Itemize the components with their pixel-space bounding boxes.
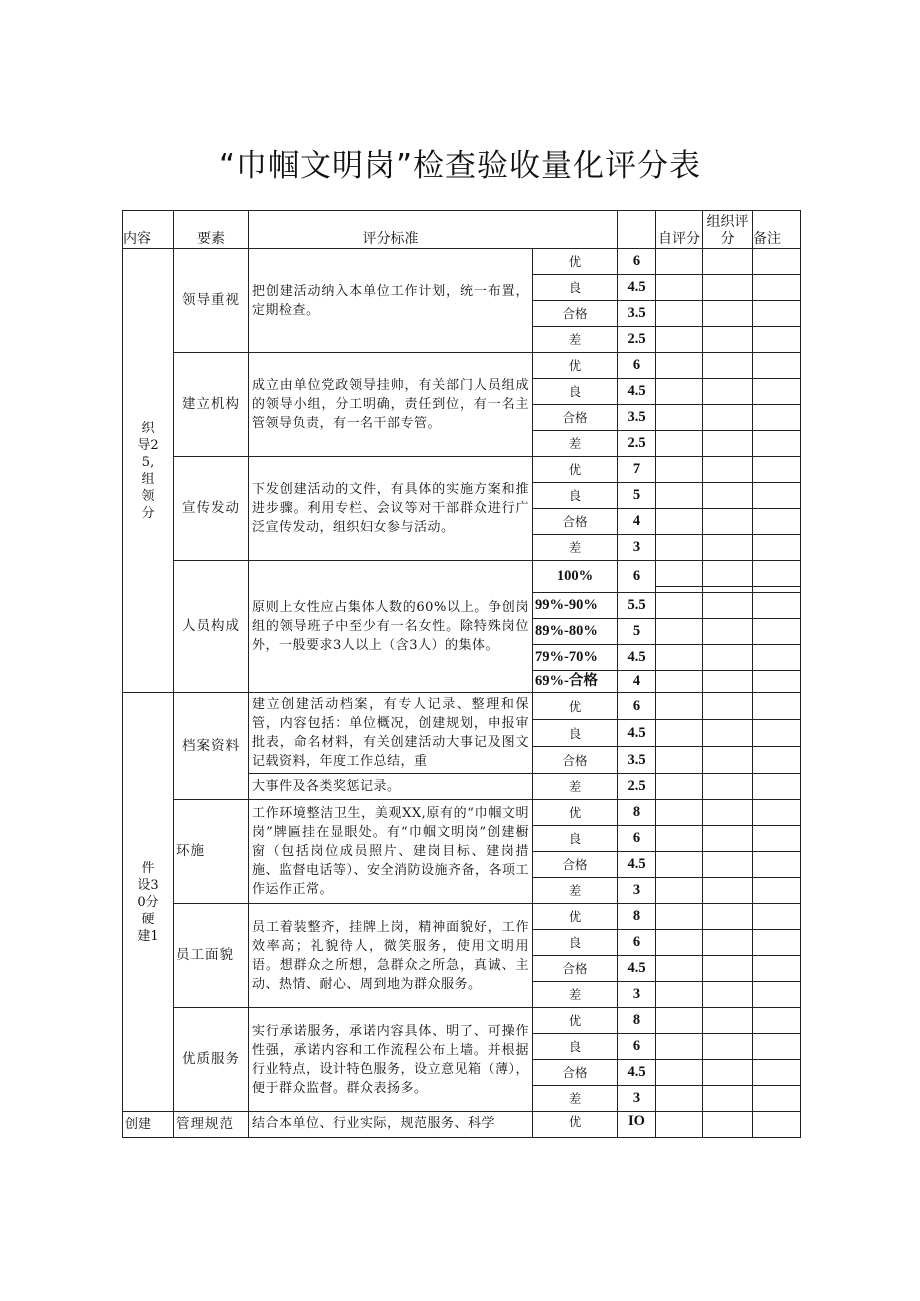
element-cell: 档案资料 [174, 693, 249, 800]
header-criteria: 评分标准 [249, 211, 618, 249]
criteria-cell: 把创建活动纳入本单位工作计划，统一布置，定期检查。 [249, 249, 533, 353]
remark-input[interactable] [753, 826, 801, 852]
element-cell: 宣传发动 [174, 457, 249, 561]
element-cell: 人员构成 [174, 561, 249, 693]
org-score-input[interactable] [703, 593, 753, 619]
org-score-input[interactable] [703, 1112, 753, 1138]
org-score-input[interactable] [703, 457, 753, 483]
org-score-input[interactable] [703, 379, 753, 405]
self-score-input[interactable] [656, 431, 703, 457]
grade-cell: 79%-70% [533, 645, 618, 671]
score-cell: 4.5 [618, 379, 656, 405]
remark-input[interactable] [753, 747, 801, 774]
score-cell: 4.5 [618, 852, 656, 878]
criteria-cell: 员工着装整齐，挂牌上岗，精神面貌好，工作效率高；礼貌待人，微笑服务，使用文明用语。想群众之所想，急群众之所急，真诚、主动、热情、耐心、周到地为群众服务。 [249, 904, 533, 1008]
score-cell: 4.5 [618, 720, 656, 747]
element-cell: 建立机构 [174, 353, 249, 457]
table-row [123, 561, 801, 587]
scoring-table [122, 210, 801, 1138]
score-cell: 4 [618, 671, 656, 693]
remark-input[interactable] [753, 483, 801, 509]
self-score-input[interactable] [656, 1086, 703, 1112]
remark-input[interactable] [753, 535, 801, 561]
grade-cell: 100% [533, 561, 618, 593]
org-score-input[interactable] [703, 956, 753, 982]
org-score-input[interactable] [703, 878, 753, 904]
org-score-input[interactable] [703, 483, 753, 509]
grade-cell: 良 [533, 1034, 618, 1060]
org-score-input[interactable] [703, 852, 753, 878]
category-label: 创建 [123, 1112, 174, 1138]
grade-cell: 69%-合格 [533, 671, 618, 693]
score-cell: 6 [618, 1034, 656, 1060]
table-row [123, 693, 801, 720]
remark-input[interactable] [753, 457, 801, 483]
org-score-input[interactable] [703, 774, 753, 800]
self-score-input[interactable] [656, 800, 703, 826]
org-score-input[interactable] [703, 826, 753, 852]
self-score-input[interactable] [656, 774, 703, 800]
org-score-input[interactable] [703, 249, 753, 275]
org-score-input[interactable] [703, 327, 753, 353]
score-cell: 8 [618, 1008, 656, 1034]
org-score-input[interactable] [703, 720, 753, 747]
table-row [123, 1008, 801, 1034]
remark-input[interactable] [753, 956, 801, 982]
score-cell: 3 [618, 878, 656, 904]
remark-input[interactable] [753, 405, 801, 431]
org-score-input[interactable] [703, 535, 753, 561]
self-score-input[interactable] [656, 982, 703, 1008]
remark-input[interactable] [753, 982, 801, 1008]
score-cell: 4 [618, 509, 656, 535]
score-cell: 3 [618, 1086, 656, 1112]
score-cell: 4.5 [618, 956, 656, 982]
self-score-input[interactable] [656, 956, 703, 982]
element-cell: 管理规范 [174, 1112, 249, 1138]
score-cell: 6 [618, 561, 656, 593]
header-remark: 备注 [753, 211, 801, 249]
self-score-input[interactable] [656, 1112, 703, 1138]
score-cell: 3 [618, 535, 656, 561]
org-score-input[interactable] [703, 353, 753, 379]
criteria-cell: 原则上女性应占集体人数的60%以上。争创岗组的领导班子中至少有一名女性。除特殊岗位外，一般要求3人以上（含3人）的集体。 [249, 561, 533, 693]
document-title: “巾帼文明岗”检查验收量化评分表 [218, 148, 702, 184]
self-score-input[interactable] [656, 1008, 703, 1034]
self-score-input[interactable] [656, 720, 703, 747]
element-cell: 环施 [174, 800, 249, 904]
header-element: 要素 [174, 211, 249, 249]
grade-cell: 合格 [533, 852, 618, 878]
self-score-input[interactable] [656, 878, 703, 904]
org-score-input[interactable] [703, 405, 753, 431]
grade-cell: 合格 [533, 1060, 618, 1086]
grade-cell: 99%-90% [533, 593, 618, 619]
element-cell: 员工面貌 [174, 904, 249, 1008]
grade-cell: 优 [533, 353, 618, 379]
self-score-input[interactable] [656, 826, 703, 852]
remark-input[interactable] [753, 1034, 801, 1060]
self-score-input[interactable] [656, 327, 703, 353]
self-score-input[interactable] [656, 483, 703, 509]
grade-cell: 合格 [533, 301, 618, 327]
remark-input[interactable] [753, 353, 801, 379]
self-score-input[interactable] [656, 619, 703, 645]
score-cell: 6 [618, 930, 656, 956]
score-cell: 4.5 [618, 1060, 656, 1086]
score-cell: 6 [618, 693, 656, 720]
score-cell: 3.5 [618, 405, 656, 431]
self-score-input[interactable] [656, 275, 703, 301]
self-score-input[interactable] [656, 671, 703, 693]
remark-input[interactable] [753, 800, 801, 826]
table-row [123, 457, 801, 483]
criteria-cell: 实行承诺服务，承诺内容具体、明了、可操作性强，承诺内容和工作流程公布上墙。并根据行业特点，设计特色服务，设立意见箱（薄），便于群众监督。群众表扬多。 [249, 1008, 533, 1112]
score-cell: 2.5 [618, 327, 656, 353]
org-score-input[interactable] [703, 561, 753, 587]
org-score-input[interactable] [703, 800, 753, 826]
org-score-input[interactable] [703, 1034, 753, 1060]
remark-input[interactable] [753, 1008, 801, 1034]
self-score-input[interactable] [656, 1034, 703, 1060]
self-score-input[interactable] [656, 353, 703, 379]
grade-cell: 良 [533, 275, 618, 301]
self-score-input[interactable] [656, 509, 703, 535]
org-score-input[interactable] [703, 982, 753, 1008]
self-score-input[interactable] [656, 930, 703, 956]
self-score-input[interactable] [656, 747, 703, 774]
org-score-input[interactable] [703, 275, 753, 301]
org-score-input[interactable] [703, 301, 753, 327]
org-score-input[interactable] [703, 1086, 753, 1112]
grade-cell: 差 [533, 774, 618, 800]
org-score-input[interactable] [703, 693, 753, 720]
grade-cell: 差 [533, 878, 618, 904]
table-row [123, 904, 801, 930]
grade-cell: 良 [533, 379, 618, 405]
self-score-input[interactable] [656, 561, 703, 587]
remark-input[interactable] [753, 509, 801, 535]
remark-input[interactable] [753, 431, 801, 457]
criteria-cell: 下发创建活动的文件，有具体的实施方案和推进步骤。利用专栏、会议等对干部群众进行广泛宣传发动，组织妇女参与活动。 [249, 457, 533, 561]
grade-cell: 优 [533, 457, 618, 483]
header-row [123, 211, 801, 249]
self-score-input[interactable] [656, 379, 703, 405]
grade-cell: 良 [533, 826, 618, 852]
score-cell: 3 [618, 982, 656, 1008]
criteria-cell: 大事件及各类奖惩记录。 [249, 774, 533, 800]
category-cell [123, 693, 174, 1112]
score-cell: 2.5 [618, 431, 656, 457]
self-score-input[interactable] [656, 535, 703, 561]
org-score-input[interactable] [703, 509, 753, 535]
score-cell: 5.5 [618, 593, 656, 619]
grade-cell: 优 [533, 904, 618, 930]
org-score-input[interactable] [703, 671, 753, 693]
score-cell: 3.5 [618, 747, 656, 774]
self-score-input[interactable] [656, 593, 703, 619]
self-score-input[interactable] [656, 904, 703, 930]
score-cell: 4.5 [618, 275, 656, 301]
remark-input[interactable] [753, 720, 801, 747]
self-score-input[interactable] [656, 645, 703, 671]
score-cell: 6 [618, 249, 656, 275]
remark-input[interactable] [753, 645, 801, 671]
header-self-score: 自评分 [656, 211, 703, 249]
criteria-cell: 工作环境整洁卫生，美观XX,原有的“巾帼文明岗”牌匾挂在显眼处。有“巾帼文明岗”创建橱窗（包括岗位成员照片、建岗目标、建岗措施、监督电话等）、安全消防设施齐备，各项工作运作正常。 [249, 800, 533, 904]
self-score-input[interactable] [656, 249, 703, 275]
remark-input[interactable] [753, 327, 801, 353]
remark-input[interactable] [753, 904, 801, 930]
self-score-input[interactable] [656, 457, 703, 483]
score-cell: 6 [618, 826, 656, 852]
grade-cell: 优 [533, 1008, 618, 1034]
score-cell: 5 [618, 619, 656, 645]
grade-cell: 差 [533, 1086, 618, 1112]
grade-cell: 合格 [533, 509, 618, 535]
org-score-input[interactable] [703, 904, 753, 930]
remark-input[interactable] [753, 561, 801, 587]
table-row [123, 249, 801, 275]
table-row [123, 800, 801, 826]
score-cell: 3.5 [618, 301, 656, 327]
self-score-input[interactable] [656, 852, 703, 878]
remark-input[interactable] [753, 619, 801, 645]
element-cell: 优质服务 [174, 1008, 249, 1112]
org-score-input[interactable] [703, 431, 753, 457]
element-cell: 领导重视 [174, 249, 249, 353]
grade-cell: 良 [533, 930, 618, 956]
table-row [123, 353, 801, 379]
org-score-input[interactable] [703, 747, 753, 774]
remark-input[interactable] [753, 1112, 801, 1138]
self-score-input[interactable] [656, 693, 703, 720]
header-content: 内容 [123, 211, 174, 249]
remark-input[interactable] [753, 878, 801, 904]
grade-cell: 优 [533, 800, 618, 826]
grade-cell: 良 [533, 720, 618, 747]
score-cell: 2.5 [618, 774, 656, 800]
remark-input[interactable] [753, 593, 801, 619]
grade-cell: 差 [533, 327, 618, 353]
criteria-cell: 成立由单位党政领导挂帅，有关部门人员组成的领导小组，分工明确，责任到位，有一名主管领导负责，有一名干部专管。 [249, 353, 533, 457]
category-label: 件设30分硬建1 [137, 860, 159, 944]
header-blank [618, 211, 656, 249]
remark-input[interactable] [753, 1060, 801, 1086]
grade-cell: 差 [533, 982, 618, 1008]
remark-input[interactable] [753, 774, 801, 800]
grade-cell: 优 [533, 693, 618, 720]
grade-cell: 89%-80% [533, 619, 618, 645]
score-cell: 5 [618, 483, 656, 509]
table-row [123, 1112, 801, 1138]
header-org-score: 组织评分 [703, 211, 753, 249]
remark-input[interactable] [753, 379, 801, 405]
remark-input[interactable] [753, 249, 801, 275]
remark-input[interactable] [753, 1086, 801, 1112]
remark-input[interactable] [753, 852, 801, 878]
org-score-input[interactable] [703, 1008, 753, 1034]
grade-cell: 合格 [533, 747, 618, 774]
category-cell [123, 249, 174, 693]
self-score-input[interactable] [656, 1060, 703, 1086]
org-score-input[interactable] [703, 1060, 753, 1086]
grade-cell: 合格 [533, 956, 618, 982]
org-score-input[interactable] [703, 645, 753, 671]
self-score-input[interactable] [656, 301, 703, 327]
grade-cell: 差 [533, 535, 618, 561]
grade-cell: 优 [533, 1112, 618, 1138]
score-cell: IO [618, 1112, 656, 1138]
score-cell: 6 [618, 353, 656, 379]
grade-cell: 优 [533, 249, 618, 275]
grade-cell: 合格 [533, 405, 618, 431]
category-label: 织导25,组领分 [137, 420, 159, 521]
score-cell: 8 [618, 904, 656, 930]
score-cell: 8 [618, 800, 656, 826]
grade-cell: 差 [533, 431, 618, 457]
org-score-input[interactable] [703, 619, 753, 645]
criteria-cell: 结合本单位、行业实际，规范服务、科学 [249, 1112, 533, 1138]
score-cell: 4.5 [618, 645, 656, 671]
self-score-input[interactable] [656, 405, 703, 431]
remark-input[interactable] [753, 301, 801, 327]
criteria-cell: 建立创建活动档案，有专人记录、整理和保管，内容包括：单位概况，创建规划，申报审批表，命名材料，有关创建活动大事记及图文记载资料，年度工作总结，重 [249, 693, 533, 774]
remark-input[interactable] [753, 275, 801, 301]
score-cell: 7 [618, 457, 656, 483]
grade-cell: 良 [533, 483, 618, 509]
remark-input[interactable] [753, 693, 801, 720]
remark-input[interactable] [753, 930, 801, 956]
remark-input[interactable] [753, 671, 801, 693]
org-score-input[interactable] [703, 930, 753, 956]
